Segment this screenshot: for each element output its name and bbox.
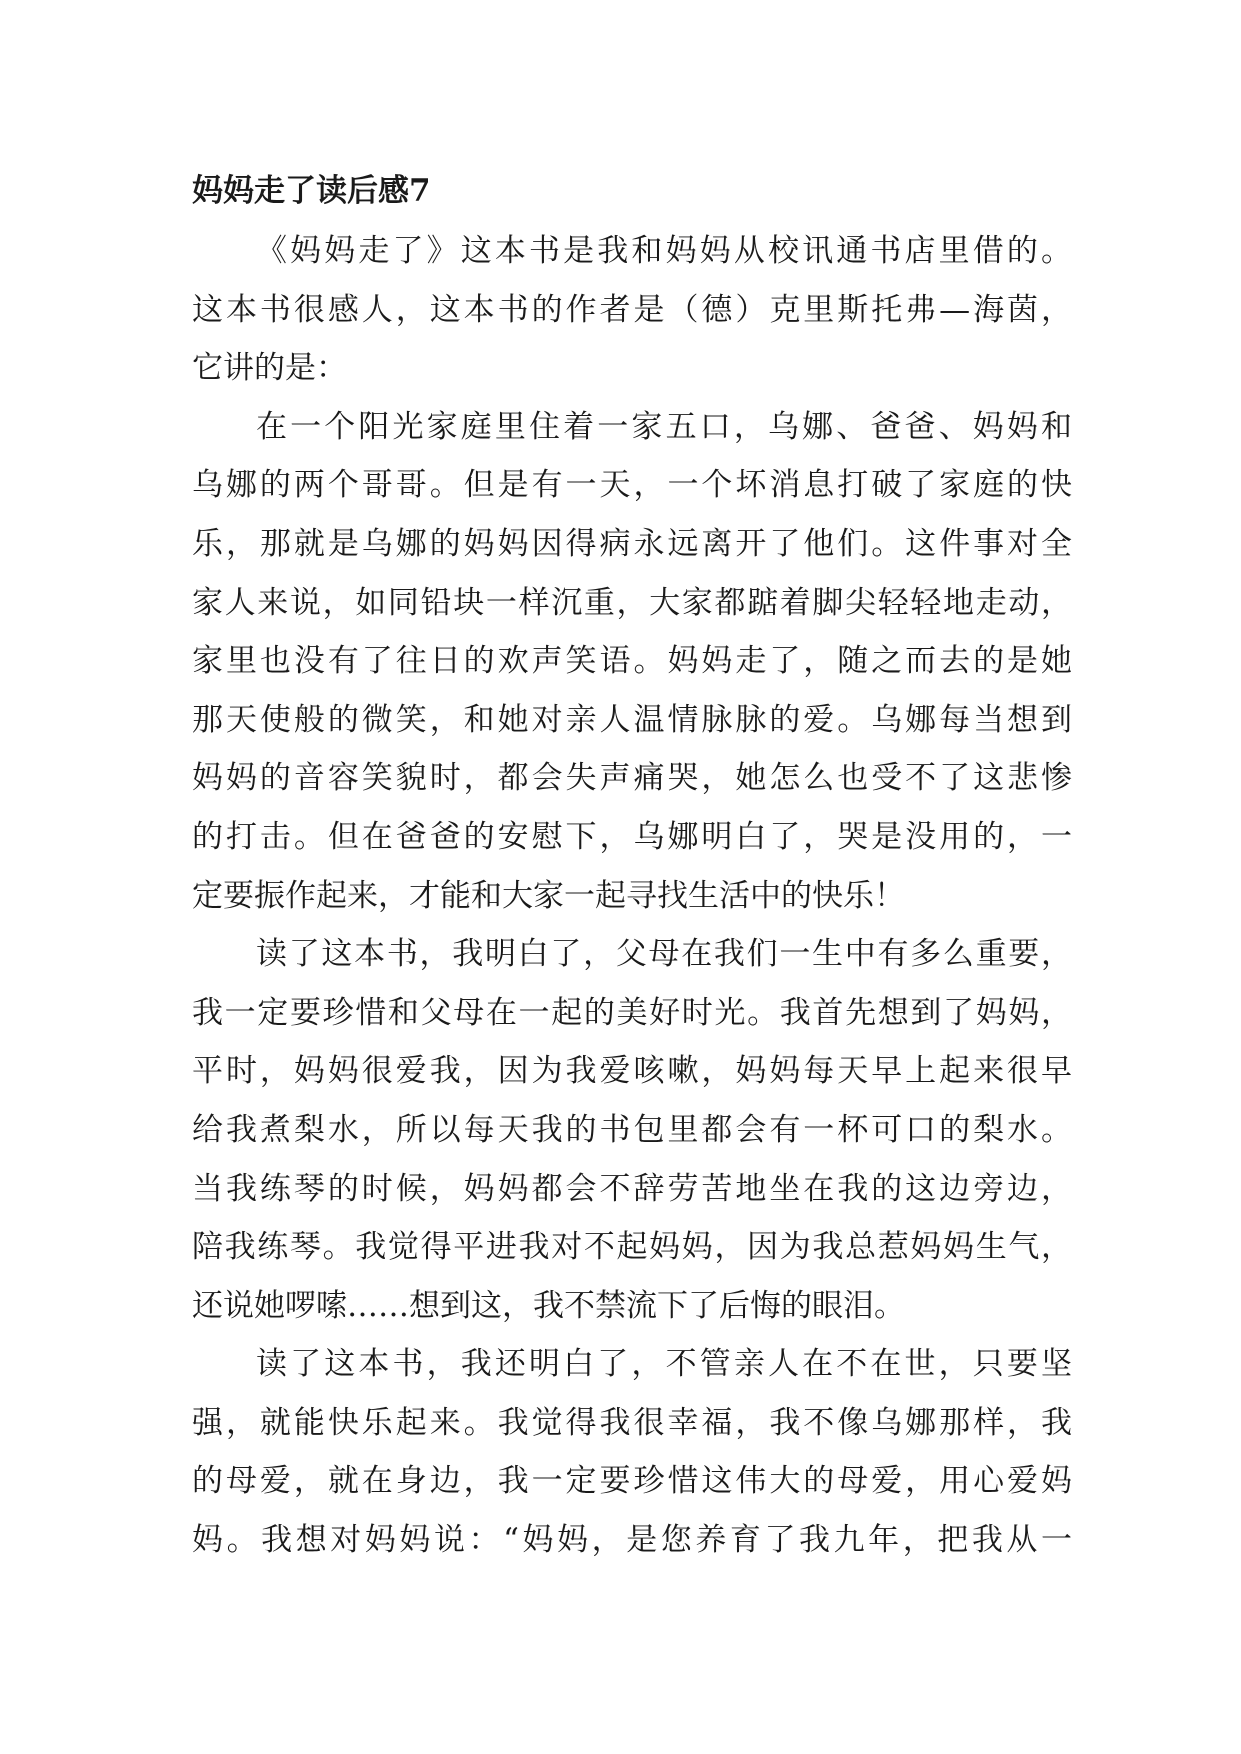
text-line: 定要振作起来，才能和大家一起寻找生活中的快乐！ xyxy=(192,877,905,914)
paragraph-1 xyxy=(192,222,1072,398)
text-line: 读了这本书，我明白了，父母在我们一生中有多么重要， xyxy=(256,936,1072,973)
text-line: 这本书很感人，这本书的作者是（德）克里斯托弗—海茵， xyxy=(192,291,1072,328)
document-page xyxy=(192,160,1072,1570)
text-line: 的母爱，就在身边，我一定要珍惜这伟大的母爱，用心爱妈 xyxy=(192,1463,1072,1500)
text-line: 强，就能快乐起来。我觉得我很幸福，我不像乌娜那样，我 xyxy=(192,1404,1072,1441)
document-title: 妈妈走了读后感7 xyxy=(192,173,431,209)
text-line: 当我练琴的时候，妈妈都会不辞劳苦地坐在我的这边旁边， xyxy=(192,1170,1072,1207)
text-line: 家人来说，如同铅块一样沉重，大家都踮着脚尖轻轻地走动， xyxy=(192,584,1072,621)
text-line: 《妈妈走了》这本书是我和妈妈从校讯通书店里借的。 xyxy=(256,233,1072,269)
paragraph-2 xyxy=(192,398,1072,925)
paragraph-4 xyxy=(192,1335,1072,1569)
text-line: 它讲的是： xyxy=(192,350,347,387)
text-line: 那天使般的微笑，和她对亲人温情脉脉的爱。乌娜每当想到 xyxy=(192,701,1072,738)
text-line: 还说她啰嗦……想到这，我不禁流下了后悔的眼泪。 xyxy=(192,1287,905,1324)
text-line: 家里也没有了往日的欢声笑语。妈妈走了，随之而去的是她 xyxy=(192,643,1072,680)
text-line: 陪我练琴。我觉得平进我对不起妈妈，因为我总惹妈妈生气， xyxy=(192,1229,1072,1266)
text-line: 平时，妈妈很爱我，因为我爱咳嗽，妈妈每天早上起来很早 xyxy=(192,1053,1072,1090)
text-line: 我一定要珍惜和父母在一起的美好时光。我首先想到了妈妈， xyxy=(192,994,1072,1031)
text-line: 乌娜的两个哥哥。但是有一天，一个坏消息打破了家庭的快 xyxy=(192,467,1072,504)
text-line: 在一个阳光家庭里住着一家五口，乌娜、爸爸、妈妈和 xyxy=(256,408,1072,445)
paragraph-3 xyxy=(192,925,1072,1335)
text-line: 乐，那就是乌娜的妈妈因得病永远离开了他们。这件事对全 xyxy=(192,525,1072,562)
text-line: 的打击。但在爸爸的安慰下，乌娜明白了，哭是没用的，一 xyxy=(192,818,1072,855)
text-line: 读了这本书，我还明白了，不管亲人在不在世，只要坚 xyxy=(256,1346,1072,1383)
text-line: 妈妈的音容笑貌时，都会失声痛哭，她怎么也受不了这悲惨 xyxy=(192,760,1072,797)
text-line: 给我煮梨水，所以每天我的书包里都会有一杯可口的梨水。 xyxy=(192,1111,1072,1148)
text-line: 妈。我想对妈妈说：“妈妈，是您养育了我九年，把我从一 xyxy=(192,1522,1072,1559)
